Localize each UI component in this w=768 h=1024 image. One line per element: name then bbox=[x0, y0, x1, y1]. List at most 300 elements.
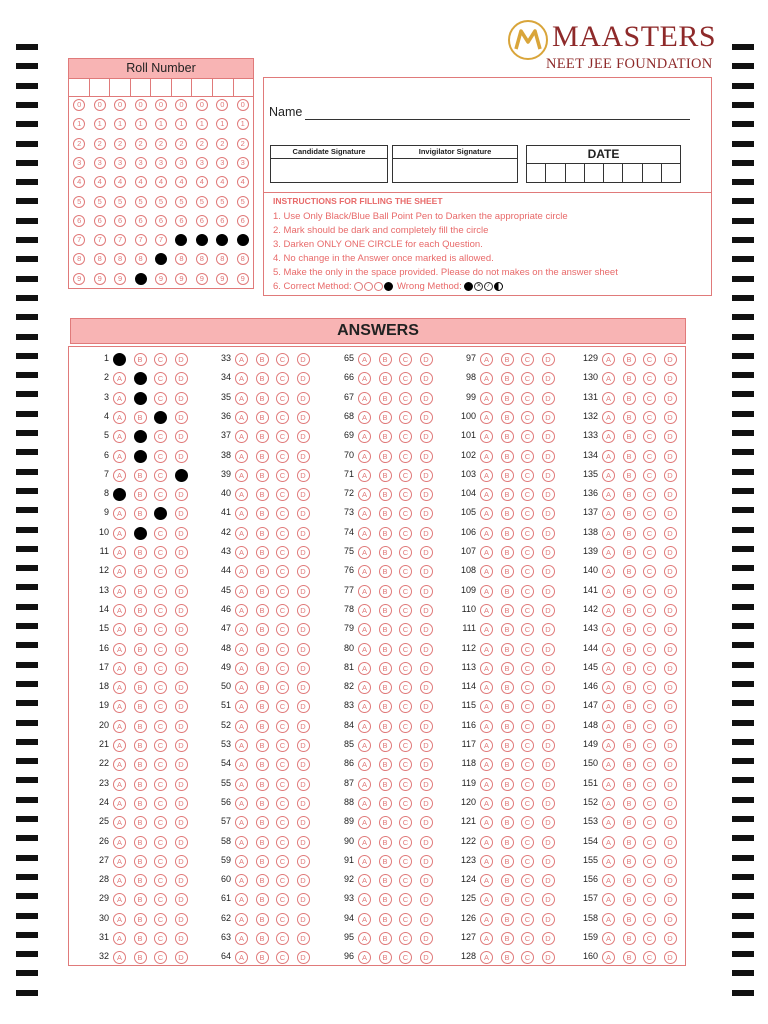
roll-entry-cell[interactable] bbox=[213, 79, 234, 96]
answer-bubble[interactable]: C bbox=[399, 469, 412, 482]
answer-bubble[interactable]: A bbox=[358, 450, 371, 463]
answer-bubble-filled[interactable] bbox=[154, 507, 167, 520]
answer-bubble[interactable]: D bbox=[542, 450, 555, 463]
answer-bubble[interactable]: C bbox=[276, 488, 289, 501]
answer-bubble[interactable]: D bbox=[542, 874, 555, 887]
answer-bubble[interactable]: A bbox=[235, 604, 248, 617]
answer-bubble[interactable]: B bbox=[623, 893, 636, 906]
answer-bubble[interactable]: B bbox=[256, 874, 269, 887]
answer-bubble[interactable]: C bbox=[154, 604, 167, 617]
answer-bubble[interactable]: A bbox=[235, 893, 248, 906]
roll-digit-bubble[interactable]: 3 bbox=[216, 157, 228, 169]
roll-entry-cell[interactable] bbox=[90, 79, 111, 96]
answer-bubble[interactable]: A bbox=[480, 527, 493, 540]
answer-bubble[interactable]: A bbox=[602, 739, 615, 752]
answer-bubble[interactable]: B bbox=[501, 565, 514, 578]
answer-bubble[interactable]: D bbox=[175, 874, 188, 887]
roll-digit-bubble-filled[interactable] bbox=[216, 234, 228, 246]
answer-bubble[interactable]: B bbox=[379, 913, 392, 926]
answer-bubble[interactable]: C bbox=[399, 681, 412, 694]
answer-bubble[interactable]: D bbox=[542, 662, 555, 675]
answer-bubble[interactable]: C bbox=[399, 527, 412, 540]
answer-bubble[interactable]: A bbox=[113, 527, 126, 540]
answer-bubble[interactable]: B bbox=[623, 874, 636, 887]
answer-bubble[interactable]: D bbox=[297, 392, 310, 405]
answer-bubble[interactable]: C bbox=[521, 874, 534, 887]
answer-bubble[interactable]: B bbox=[134, 565, 147, 578]
answer-bubble[interactable]: B bbox=[256, 488, 269, 501]
answer-bubble[interactable]: B bbox=[623, 450, 636, 463]
answer-bubble[interactable]: C bbox=[521, 507, 534, 520]
answer-bubble[interactable]: A bbox=[358, 662, 371, 675]
roll-digit-bubble[interactable]: 9 bbox=[237, 273, 249, 285]
answer-bubble[interactable]: B bbox=[501, 372, 514, 385]
answer-bubble[interactable]: A bbox=[235, 469, 248, 482]
roll-digit-bubble[interactable]: 2 bbox=[155, 138, 167, 150]
answer-bubble[interactable]: B bbox=[501, 855, 514, 868]
date-cell[interactable] bbox=[662, 164, 680, 182]
answer-bubble[interactable]: B bbox=[623, 932, 636, 945]
answer-bubble[interactable]: B bbox=[134, 604, 147, 617]
answer-bubble[interactable]: A bbox=[358, 372, 371, 385]
answer-bubble[interactable]: C bbox=[521, 623, 534, 636]
answer-bubble[interactable]: A bbox=[480, 778, 493, 791]
answer-bubble[interactable]: B bbox=[623, 527, 636, 540]
answer-bubble[interactable]: B bbox=[501, 913, 514, 926]
answer-bubble[interactable]: D bbox=[664, 951, 677, 964]
answer-bubble[interactable]: C bbox=[399, 585, 412, 598]
answer-bubble[interactable]: C bbox=[643, 816, 656, 829]
roll-digit-bubble[interactable]: 1 bbox=[175, 118, 187, 130]
answer-bubble[interactable]: C bbox=[399, 700, 412, 713]
answer-bubble[interactable]: A bbox=[358, 643, 371, 656]
answer-bubble[interactable]: D bbox=[420, 372, 433, 385]
answer-bubble[interactable]: D bbox=[542, 565, 555, 578]
answer-bubble[interactable]: A bbox=[358, 411, 371, 424]
answer-bubble[interactable]: C bbox=[276, 739, 289, 752]
answer-bubble[interactable]: A bbox=[480, 585, 493, 598]
answer-bubble[interactable]: A bbox=[235, 951, 248, 964]
answer-bubble[interactable]: D bbox=[297, 778, 310, 791]
roll-digit-bubble-filled[interactable] bbox=[175, 234, 187, 246]
answer-bubble[interactable]: C bbox=[643, 874, 656, 887]
answer-bubble[interactable]: B bbox=[256, 507, 269, 520]
answer-bubble[interactable]: D bbox=[297, 739, 310, 752]
answer-bubble[interactable]: A bbox=[358, 778, 371, 791]
answer-bubble[interactable]: B bbox=[256, 623, 269, 636]
answer-bubble[interactable]: D bbox=[664, 604, 677, 617]
answer-bubble[interactable]: B bbox=[256, 816, 269, 829]
answer-bubble[interactable]: D bbox=[542, 643, 555, 656]
answer-bubble[interactable]: A bbox=[602, 700, 615, 713]
answer-bubble[interactable]: D bbox=[542, 507, 555, 520]
roll-digit-bubble[interactable]: 4 bbox=[114, 176, 126, 188]
answer-bubble[interactable]: A bbox=[235, 623, 248, 636]
answer-bubble[interactable]: B bbox=[256, 643, 269, 656]
answer-bubble[interactable]: A bbox=[602, 758, 615, 771]
roll-entry-cell[interactable] bbox=[151, 79, 172, 96]
answer-bubble[interactable]: D bbox=[542, 430, 555, 443]
answer-bubble[interactable]: A bbox=[235, 758, 248, 771]
answer-bubble[interactable]: C bbox=[521, 392, 534, 405]
answer-bubble[interactable]: C bbox=[521, 488, 534, 501]
roll-digit-bubble[interactable]: 3 bbox=[155, 157, 167, 169]
answer-bubble[interactable]: D bbox=[542, 411, 555, 424]
answer-bubble[interactable]: C bbox=[154, 450, 167, 463]
answer-bubble[interactable]: A bbox=[235, 392, 248, 405]
answer-bubble[interactable]: A bbox=[113, 720, 126, 733]
answer-bubble[interactable]: A bbox=[602, 836, 615, 849]
answer-bubble[interactable]: A bbox=[602, 604, 615, 617]
answer-bubble[interactable]: C bbox=[399, 855, 412, 868]
answer-bubble[interactable]: D bbox=[420, 913, 433, 926]
answer-bubble[interactable]: C bbox=[643, 913, 656, 926]
answer-bubble[interactable]: D bbox=[175, 662, 188, 675]
answer-bubble[interactable]: D bbox=[542, 816, 555, 829]
answer-bubble[interactable]: C bbox=[521, 739, 534, 752]
roll-digit-bubble[interactable]: 5 bbox=[196, 196, 208, 208]
answer-bubble[interactable]: D bbox=[297, 855, 310, 868]
answer-bubble[interactable]: C bbox=[521, 469, 534, 482]
answer-bubble[interactable]: D bbox=[420, 546, 433, 559]
answer-bubble[interactable]: B bbox=[134, 855, 147, 868]
answer-bubble[interactable]: A bbox=[602, 855, 615, 868]
roll-digit-bubble[interactable]: 3 bbox=[114, 157, 126, 169]
answer-bubble[interactable]: C bbox=[276, 507, 289, 520]
answer-bubble[interactable]: B bbox=[501, 932, 514, 945]
answer-bubble[interactable]: C bbox=[276, 372, 289, 385]
answer-bubble[interactable]: C bbox=[154, 700, 167, 713]
answer-bubble[interactable]: A bbox=[602, 662, 615, 675]
answer-bubble[interactable]: B bbox=[134, 874, 147, 887]
answer-bubble[interactable]: B bbox=[256, 469, 269, 482]
answer-bubble[interactable]: D bbox=[175, 951, 188, 964]
answer-bubble[interactable]: D bbox=[420, 874, 433, 887]
answer-bubble[interactable]: D bbox=[175, 893, 188, 906]
answer-bubble[interactable]: C bbox=[276, 681, 289, 694]
answer-bubble[interactable]: C bbox=[643, 700, 656, 713]
answer-bubble[interactable]: B bbox=[379, 739, 392, 752]
roll-digit-bubble[interactable]: 6 bbox=[114, 215, 126, 227]
answer-bubble[interactable]: B bbox=[501, 469, 514, 482]
answer-bubble[interactable]: B bbox=[501, 527, 514, 540]
answer-bubble[interactable]: D bbox=[420, 758, 433, 771]
roll-digit-bubble[interactable]: 1 bbox=[196, 118, 208, 130]
answer-bubble[interactable]: A bbox=[602, 893, 615, 906]
answer-bubble[interactable]: D bbox=[664, 565, 677, 578]
answer-bubble[interactable]: A bbox=[113, 372, 126, 385]
answer-bubble[interactable]: D bbox=[175, 797, 188, 810]
roll-digit-bubble[interactable]: 0 bbox=[73, 99, 85, 111]
name-field[interactable] bbox=[305, 119, 690, 120]
roll-digit-bubble[interactable]: 8 bbox=[196, 253, 208, 265]
answer-bubble[interactable]: C bbox=[276, 720, 289, 733]
roll-entry-cell[interactable] bbox=[192, 79, 213, 96]
answer-bubble[interactable]: A bbox=[480, 816, 493, 829]
answer-bubble[interactable]: A bbox=[235, 353, 248, 366]
answer-bubble[interactable]: B bbox=[379, 488, 392, 501]
roll-digit-bubble[interactable]: 3 bbox=[135, 157, 147, 169]
answer-bubble[interactable]: A bbox=[480, 739, 493, 752]
answer-bubble[interactable]: A bbox=[113, 951, 126, 964]
answer-bubble[interactable]: C bbox=[399, 450, 412, 463]
answer-bubble[interactable]: C bbox=[643, 565, 656, 578]
roll-digit-bubble[interactable]: 6 bbox=[155, 215, 167, 227]
answer-bubble[interactable]: B bbox=[379, 855, 392, 868]
answer-bubble[interactable]: B bbox=[256, 372, 269, 385]
answer-bubble[interactable]: D bbox=[297, 700, 310, 713]
answer-bubble[interactable]: C bbox=[521, 700, 534, 713]
answer-bubble[interactable]: D bbox=[297, 507, 310, 520]
roll-digit-bubble[interactable]: 3 bbox=[196, 157, 208, 169]
answer-bubble[interactable]: D bbox=[175, 411, 188, 424]
answer-bubble[interactable]: D bbox=[542, 951, 555, 964]
answer-bubble[interactable]: A bbox=[480, 836, 493, 849]
answer-bubble[interactable]: B bbox=[623, 913, 636, 926]
roll-digit-bubble[interactable]: 3 bbox=[73, 157, 85, 169]
answer-bubble[interactable]: B bbox=[256, 951, 269, 964]
answer-bubble[interactable]: D bbox=[542, 836, 555, 849]
answer-bubble[interactable]: C bbox=[643, 527, 656, 540]
answer-bubble[interactable]: A bbox=[235, 700, 248, 713]
answer-bubble[interactable]: A bbox=[235, 411, 248, 424]
answer-bubble[interactable]: C bbox=[643, 662, 656, 675]
answer-bubble[interactable]: D bbox=[297, 430, 310, 443]
answer-bubble[interactable]: A bbox=[358, 874, 371, 887]
answer-bubble[interactable]: D bbox=[542, 469, 555, 482]
answer-bubble[interactable]: A bbox=[358, 527, 371, 540]
roll-digit-bubble[interactable]: 9 bbox=[155, 273, 167, 285]
answer-bubble[interactable]: A bbox=[235, 488, 248, 501]
answer-bubble[interactable]: A bbox=[480, 372, 493, 385]
answer-bubble[interactable]: B bbox=[623, 507, 636, 520]
answer-bubble[interactable]: D bbox=[175, 372, 188, 385]
answer-bubble[interactable]: C bbox=[154, 720, 167, 733]
answer-bubble[interactable]: D bbox=[664, 527, 677, 540]
answer-bubble[interactable]: A bbox=[113, 411, 126, 424]
answer-bubble[interactable]: B bbox=[501, 353, 514, 366]
answer-bubble[interactable]: A bbox=[235, 643, 248, 656]
roll-digit-bubble[interactable]: 6 bbox=[196, 215, 208, 227]
answer-bubble[interactable]: B bbox=[379, 720, 392, 733]
answer-bubble[interactable]: C bbox=[521, 372, 534, 385]
answer-bubble[interactable]: B bbox=[134, 932, 147, 945]
answer-bubble[interactable]: C bbox=[521, 450, 534, 463]
answer-bubble[interactable]: C bbox=[276, 411, 289, 424]
answer-bubble[interactable]: C bbox=[399, 758, 412, 771]
answer-bubble[interactable]: B bbox=[379, 430, 392, 443]
answer-bubble[interactable]: B bbox=[623, 623, 636, 636]
roll-digit-bubble[interactable]: 5 bbox=[216, 196, 228, 208]
answer-bubble[interactable]: D bbox=[297, 372, 310, 385]
roll-digit-bubble[interactable]: 3 bbox=[175, 157, 187, 169]
answer-bubble[interactable]: B bbox=[501, 546, 514, 559]
roll-digit-bubble[interactable]: 7 bbox=[114, 234, 126, 246]
answer-bubble[interactable]: B bbox=[256, 778, 269, 791]
answer-bubble-filled[interactable] bbox=[113, 488, 126, 501]
answer-bubble[interactable]: C bbox=[643, 585, 656, 598]
answer-bubble[interactable]: D bbox=[175, 527, 188, 540]
answer-bubble[interactable]: B bbox=[379, 758, 392, 771]
answer-bubble[interactable]: A bbox=[480, 450, 493, 463]
answer-bubble[interactable]: D bbox=[297, 874, 310, 887]
answer-bubble[interactable]: C bbox=[643, 392, 656, 405]
answer-bubble[interactable]: A bbox=[358, 758, 371, 771]
answer-bubble[interactable]: B bbox=[134, 585, 147, 598]
answer-bubble[interactable]: C bbox=[521, 758, 534, 771]
answer-bubble[interactable]: C bbox=[399, 565, 412, 578]
answer-bubble[interactable]: C bbox=[521, 662, 534, 675]
answer-bubble[interactable]: A bbox=[235, 836, 248, 849]
answer-bubble[interactable]: D bbox=[297, 816, 310, 829]
answer-bubble[interactable]: C bbox=[521, 681, 534, 694]
answer-bubble[interactable]: A bbox=[113, 778, 126, 791]
date-cell[interactable] bbox=[643, 164, 662, 182]
roll-digit-bubble[interactable]: 0 bbox=[196, 99, 208, 111]
answer-bubble[interactable]: A bbox=[480, 643, 493, 656]
roll-digit-bubble[interactable]: 0 bbox=[237, 99, 249, 111]
roll-digit-bubble[interactable]: 4 bbox=[196, 176, 208, 188]
answer-bubble[interactable]: A bbox=[602, 450, 615, 463]
answer-bubble[interactable]: B bbox=[623, 720, 636, 733]
roll-digit-bubble[interactable]: 9 bbox=[196, 273, 208, 285]
answer-bubble[interactable]: B bbox=[501, 507, 514, 520]
answer-bubble[interactable]: C bbox=[154, 546, 167, 559]
answer-bubble[interactable]: D bbox=[664, 392, 677, 405]
answer-bubble[interactable]: B bbox=[501, 778, 514, 791]
answer-bubble[interactable]: D bbox=[420, 700, 433, 713]
answer-bubble[interactable]: C bbox=[399, 662, 412, 675]
answer-bubble[interactable]: C bbox=[399, 720, 412, 733]
answer-bubble[interactable]: A bbox=[602, 430, 615, 443]
roll-digit-bubble[interactable]: 2 bbox=[175, 138, 187, 150]
answer-bubble[interactable]: D bbox=[175, 430, 188, 443]
answer-bubble[interactable]: A bbox=[480, 951, 493, 964]
answer-bubble[interactable]: C bbox=[154, 565, 167, 578]
answer-bubble[interactable]: C bbox=[399, 488, 412, 501]
answer-bubble[interactable]: D bbox=[175, 488, 188, 501]
roll-digit-bubble[interactable]: 9 bbox=[94, 273, 106, 285]
roll-entry-cell[interactable] bbox=[110, 79, 131, 96]
answer-bubble[interactable]: B bbox=[256, 893, 269, 906]
answer-bubble[interactable]: D bbox=[542, 623, 555, 636]
answer-bubble[interactable]: D bbox=[664, 662, 677, 675]
answer-bubble[interactable]: C bbox=[399, 932, 412, 945]
answer-bubble[interactable]: B bbox=[379, 507, 392, 520]
answer-bubble[interactable]: B bbox=[134, 546, 147, 559]
answer-bubble[interactable]: C bbox=[521, 604, 534, 617]
answer-bubble[interactable]: A bbox=[602, 507, 615, 520]
answer-bubble[interactable]: C bbox=[643, 836, 656, 849]
answer-bubble[interactable]: C bbox=[399, 778, 412, 791]
answer-bubble[interactable]: A bbox=[480, 507, 493, 520]
answer-bubble[interactable]: B bbox=[256, 797, 269, 810]
answer-bubble[interactable]: B bbox=[379, 546, 392, 559]
answer-bubble[interactable]: D bbox=[664, 430, 677, 443]
answer-bubble[interactable]: D bbox=[420, 643, 433, 656]
answer-bubble[interactable]: A bbox=[480, 681, 493, 694]
answer-bubble[interactable]: C bbox=[521, 951, 534, 964]
answer-bubble[interactable]: C bbox=[521, 430, 534, 443]
answer-bubble[interactable]: B bbox=[379, 623, 392, 636]
answer-bubble[interactable]: D bbox=[420, 392, 433, 405]
answer-bubble[interactable]: B bbox=[623, 739, 636, 752]
answer-bubble[interactable]: D bbox=[175, 758, 188, 771]
answer-bubble[interactable]: A bbox=[358, 836, 371, 849]
roll-digit-bubble[interactable]: 6 bbox=[216, 215, 228, 227]
answer-bubble[interactable]: D bbox=[297, 565, 310, 578]
answer-bubble[interactable]: B bbox=[134, 778, 147, 791]
answer-bubble-filled[interactable] bbox=[113, 353, 126, 366]
answer-bubble[interactable]: C bbox=[399, 816, 412, 829]
answer-bubble[interactable]: D bbox=[297, 623, 310, 636]
roll-entry-cell[interactable] bbox=[172, 79, 193, 96]
answer-bubble[interactable]: C bbox=[399, 411, 412, 424]
answer-bubble[interactable]: A bbox=[358, 469, 371, 482]
answer-bubble[interactable]: D bbox=[175, 932, 188, 945]
answer-bubble[interactable]: D bbox=[542, 372, 555, 385]
answer-bubble[interactable]: C bbox=[276, 874, 289, 887]
roll-digit-bubble[interactable]: 0 bbox=[135, 99, 147, 111]
answer-bubble[interactable]: B bbox=[623, 797, 636, 810]
answer-bubble[interactable]: C bbox=[521, 932, 534, 945]
answer-bubble[interactable]: C bbox=[154, 643, 167, 656]
answer-bubble[interactable]: C bbox=[643, 411, 656, 424]
roll-digit-bubble[interactable]: 2 bbox=[114, 138, 126, 150]
answer-bubble[interactable]: C bbox=[276, 623, 289, 636]
answer-bubble[interactable]: D bbox=[542, 700, 555, 713]
answer-bubble[interactable]: D bbox=[297, 951, 310, 964]
answer-bubble[interactable]: C bbox=[521, 565, 534, 578]
answer-bubble[interactable]: B bbox=[623, 816, 636, 829]
answer-bubble[interactable]: C bbox=[154, 778, 167, 791]
answer-bubble[interactable]: A bbox=[358, 913, 371, 926]
answer-bubble[interactable]: A bbox=[480, 623, 493, 636]
answer-bubble[interactable]: B bbox=[256, 392, 269, 405]
answer-bubble[interactable]: C bbox=[643, 797, 656, 810]
answer-bubble[interactable]: A bbox=[480, 797, 493, 810]
roll-digit-bubble[interactable]: 1 bbox=[94, 118, 106, 130]
answer-bubble[interactable]: C bbox=[276, 604, 289, 617]
answer-bubble[interactable]: A bbox=[602, 527, 615, 540]
answer-bubble[interactable]: A bbox=[602, 469, 615, 482]
answer-bubble[interactable]: D bbox=[175, 739, 188, 752]
answer-bubble[interactable]: D bbox=[175, 700, 188, 713]
answer-bubble[interactable]: A bbox=[235, 507, 248, 520]
answer-bubble[interactable]: A bbox=[113, 604, 126, 617]
answer-bubble[interactable]: B bbox=[256, 527, 269, 540]
roll-digit-bubble[interactable]: 1 bbox=[237, 118, 249, 130]
answer-bubble[interactable]: B bbox=[134, 836, 147, 849]
answer-bubble[interactable]: C bbox=[521, 816, 534, 829]
answer-bubble[interactable]: A bbox=[358, 951, 371, 964]
answer-bubble[interactable]: C bbox=[154, 527, 167, 540]
answer-bubble[interactable]: C bbox=[643, 855, 656, 868]
answer-bubble[interactable]: C bbox=[521, 546, 534, 559]
answer-bubble[interactable]: B bbox=[379, 392, 392, 405]
answer-bubble[interactable]: D bbox=[420, 604, 433, 617]
roll-digit-bubble[interactable]: 8 bbox=[175, 253, 187, 265]
roll-digit-bubble[interactable]: 0 bbox=[114, 99, 126, 111]
answer-bubble[interactable]: C bbox=[276, 932, 289, 945]
answer-bubble[interactable]: C bbox=[276, 836, 289, 849]
roll-digit-bubble[interactable]: 8 bbox=[135, 253, 147, 265]
answer-bubble[interactable]: D bbox=[542, 353, 555, 366]
answer-bubble[interactable]: A bbox=[602, 488, 615, 501]
roll-digit-bubble[interactable]: 4 bbox=[155, 176, 167, 188]
answer-bubble[interactable]: A bbox=[602, 353, 615, 366]
answer-bubble[interactable]: A bbox=[358, 893, 371, 906]
